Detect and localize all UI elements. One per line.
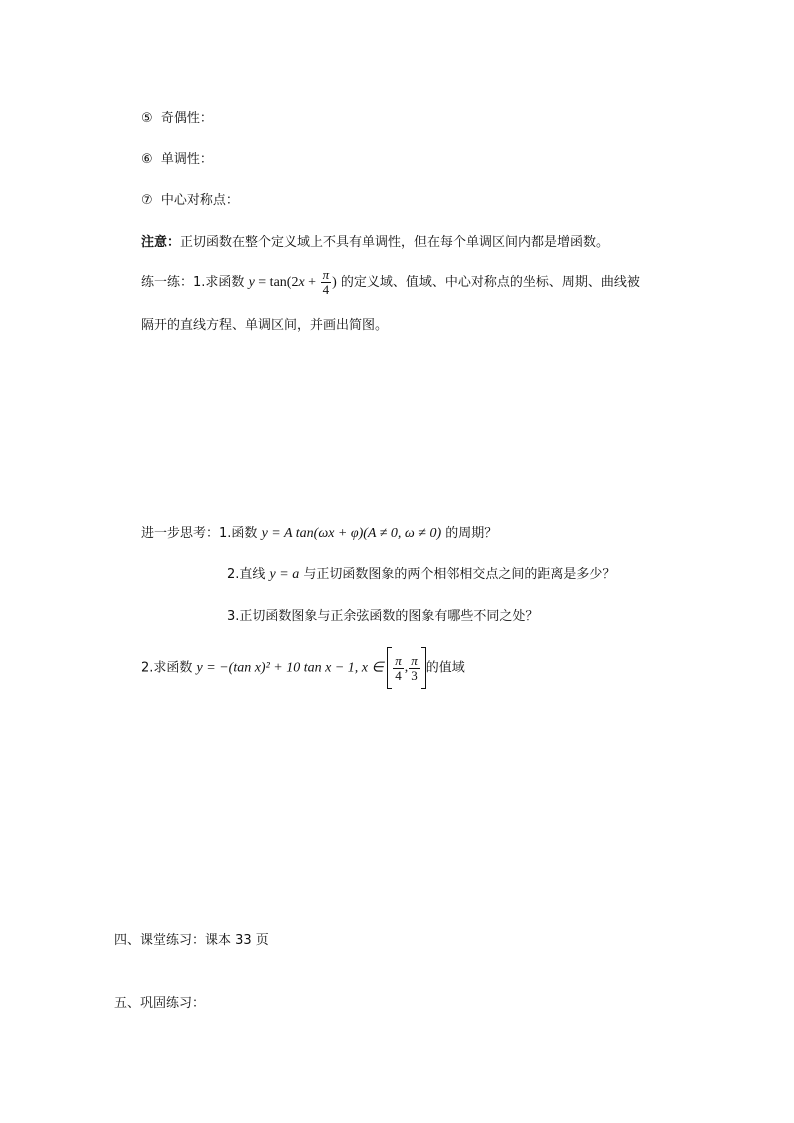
practice-question-1-line2: 隔开的直线方程、单调区间，并画出简图。 xyxy=(141,318,389,333)
note-paragraph xyxy=(141,233,609,253)
formula-period: y = A tan(ωx + φ)(A ≠ 0, ω ≠ 0) xyxy=(261,526,442,541)
question-2: 2.求函数 y = −(tan x)² + 10 tan x − 1, x ∈ $\frac{\pi}{4}$ , $\frac{\pi}{3}$ 的值域 xyxy=(141,646,465,691)
section-four-heading: 四、课堂练习：课本 33 页 xyxy=(114,933,269,948)
fraction-pi-over-4: $\frac{\pi}{4}$ xyxy=(322,267,330,297)
note-text: 正切函数在整个定义域上不具有单调性，但在每个单调区间内都是增函数。 xyxy=(180,235,610,250)
practice-q1-prefix: 1.求函数 xyxy=(193,275,249,290)
formula-range: y = −(tan x)² + 10 tan x − 1, x ∈ xyxy=(196,660,388,676)
item-marker: ⑥ xyxy=(141,152,153,167)
further-label: 进一步思考： xyxy=(141,526,220,541)
item-marker: ⑤ xyxy=(141,111,153,126)
interval-bracket: $\frac{\pi}{4}$ , $\frac{\pi}{3}$ xyxy=(387,646,426,690)
note-label: 注意： xyxy=(141,235,181,250)
practice-question-1 xyxy=(141,266,640,300)
further-question-1: 进一步思考：1.函数 y = A tan(ωx + φ)(A ≠ 0, ω ≠ 0) 的周期？ xyxy=(141,526,498,541)
section-five-heading: 五、巩固练习： xyxy=(114,996,206,1011)
formula-y: y xyxy=(248,275,255,290)
item-center xyxy=(141,191,239,211)
item-marker: ⑦ xyxy=(141,193,153,208)
fraction-pi-over-4: $\frac{\pi}{4}$ xyxy=(395,652,402,683)
formula-plus: + xyxy=(304,275,320,290)
fraction-pi-over-3: $\frac{\pi}{3}$ xyxy=(411,652,418,683)
further-question-2: 2.直线 y = a 与正切函数图象的两个相邻相交点之间的距离是多少？ xyxy=(227,567,616,582)
formula-x: x xyxy=(298,275,305,290)
formula-line: y = a xyxy=(269,567,300,582)
formula-close: ) xyxy=(332,275,337,290)
practice-label: 练一练： xyxy=(141,275,194,290)
further-question-3: 3.正切函数图象与正余弦函数的图象有哪些不同之处？ xyxy=(227,609,539,624)
formula-tan: = tan(2 xyxy=(254,275,299,290)
item-text: 单调性： xyxy=(160,152,213,167)
practice-q1-suffix: 的定义域、值域、中心对称点的坐标、周期、曲线被 xyxy=(336,275,640,290)
item-parity xyxy=(141,109,213,129)
item-text: 中心对称点： xyxy=(160,193,239,208)
item-text: 奇偶性： xyxy=(160,111,213,126)
item-monotonic xyxy=(141,150,213,170)
